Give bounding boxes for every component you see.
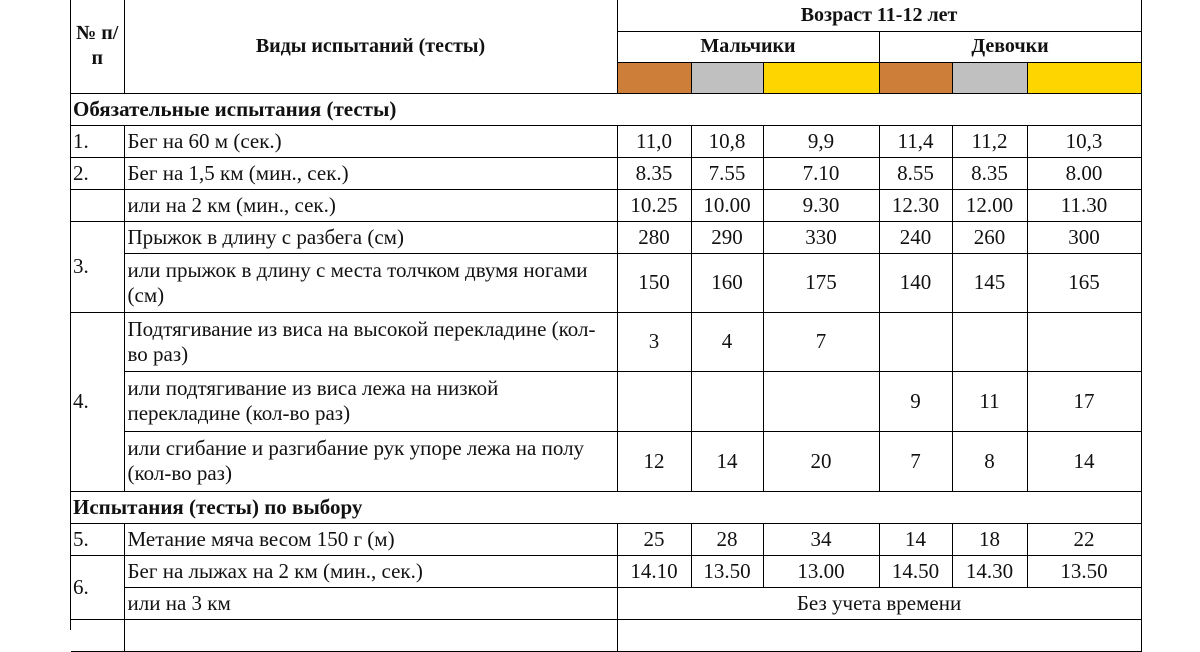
value-boys-bronze: 8.35 bbox=[617, 157, 691, 189]
value-girls-bronze: 9 bbox=[879, 371, 952, 431]
gold-badge-swatch-boys bbox=[763, 62, 879, 93]
value-boys-silver: 160 bbox=[691, 253, 763, 312]
empty-cell bbox=[124, 619, 617, 651]
silver-badge-swatch-girls bbox=[952, 62, 1027, 93]
value-girls-gold: 300 bbox=[1027, 221, 1141, 253]
value-girls-silver: 11 bbox=[952, 371, 1027, 431]
value-girls-gold: 8.00 bbox=[1027, 157, 1141, 189]
value-boys-gold: 9.30 bbox=[763, 189, 879, 221]
value-boys-gold: 20 bbox=[763, 431, 879, 491]
value-girls-gold: 10,3 bbox=[1027, 125, 1141, 157]
value-boys-bronze: 14.10 bbox=[617, 555, 691, 587]
test-name: или прыжок в длину с места толчком двумя ногами (см) bbox=[124, 253, 617, 312]
section-row-optional bbox=[71, 491, 1141, 523]
value-girls-gold bbox=[1027, 312, 1141, 371]
value-girls-bronze: 140 bbox=[879, 253, 952, 312]
value-girls-gold: 14 bbox=[1027, 431, 1141, 491]
value-girls-bronze: 7 bbox=[879, 431, 952, 491]
value-boys-gold: 7 bbox=[763, 312, 879, 371]
value-girls-bronze: 11,4 bbox=[879, 125, 952, 157]
empty-cell bbox=[617, 619, 1141, 651]
value-boys-silver: 10,8 bbox=[691, 125, 763, 157]
row-number: 4. bbox=[71, 312, 124, 491]
section-row-mandatory bbox=[71, 93, 1141, 125]
merged-value-no-time: Без учета времени bbox=[617, 587, 1141, 619]
row-number: 5. bbox=[71, 523, 124, 555]
value-boys-silver: 28 bbox=[691, 523, 763, 555]
row-number: 6. bbox=[71, 555, 124, 619]
value-girls-silver: 8.35 bbox=[952, 157, 1027, 189]
test-name: или сгибание и разгибание рук упоре лежа на полу (кол-во раз) bbox=[124, 431, 617, 491]
row-number: 1. bbox=[71, 125, 124, 157]
value-girls-gold: 17 bbox=[1027, 371, 1141, 431]
test-name: Бег на лыжах на 2 км (мин., сек.) bbox=[124, 555, 617, 587]
empty-cell bbox=[71, 619, 124, 651]
table-row bbox=[71, 125, 1141, 157]
value-girls-bronze: 8.55 bbox=[879, 157, 952, 189]
test-name: или подтягивание из виса лежа на низкой перекладине (кол-во раз) bbox=[124, 371, 617, 431]
test-name: Бег на 60 м (сек.) bbox=[124, 125, 617, 157]
test-name: Метание мяча весом 150 г (м) bbox=[124, 523, 617, 555]
value-boys-bronze: 11,0 bbox=[617, 125, 691, 157]
row-number bbox=[71, 189, 124, 221]
header-boys: Мальчики bbox=[617, 31, 879, 62]
header-tests-column: Виды испытаний (тесты) bbox=[124, 0, 617, 93]
value-boys-gold: 7.10 bbox=[763, 157, 879, 189]
value-boys-silver: 4 bbox=[691, 312, 763, 371]
value-boys-silver: 10.00 bbox=[691, 189, 763, 221]
value-boys-gold: 175 bbox=[763, 253, 879, 312]
bronze-badge-swatch-boys bbox=[617, 62, 691, 93]
row-number: 2. bbox=[71, 157, 124, 189]
value-girls-bronze bbox=[879, 312, 952, 371]
value-boys-bronze: 25 bbox=[617, 523, 691, 555]
table-row bbox=[71, 157, 1141, 189]
header-girls: Девочки bbox=[879, 31, 1141, 62]
table-row bbox=[71, 587, 1141, 619]
test-name: Подтягивание из виса на высокой перекладине (кол-во раз) bbox=[124, 312, 617, 371]
value-girls-silver: 260 bbox=[952, 221, 1027, 253]
table-row bbox=[71, 523, 1141, 555]
test-name: или на 3 км bbox=[124, 587, 617, 619]
table-row bbox=[71, 189, 1141, 221]
header-num-column: № п/п bbox=[71, 0, 124, 93]
value-girls-silver: 12.00 bbox=[952, 189, 1027, 221]
value-girls-gold: 11.30 bbox=[1027, 189, 1141, 221]
value-boys-silver: 7.55 bbox=[691, 157, 763, 189]
value-boys-bronze: 10.25 bbox=[617, 189, 691, 221]
value-girls-silver: 8 bbox=[952, 431, 1027, 491]
test-name: или на 2 км (мин., сек.) bbox=[124, 189, 617, 221]
value-girls-gold: 165 bbox=[1027, 253, 1141, 312]
value-boys-bronze: 150 bbox=[617, 253, 691, 312]
silver-badge-swatch-boys bbox=[691, 62, 763, 93]
section-title-optional: Испытания (тесты) по выбору bbox=[71, 491, 1141, 523]
test-name: Прыжок в длину с разбега (см) bbox=[124, 221, 617, 253]
table-row bbox=[71, 312, 1141, 371]
table-row bbox=[71, 555, 1141, 587]
value-girls-bronze: 240 bbox=[879, 221, 952, 253]
value-boys-gold: 34 bbox=[763, 523, 879, 555]
gold-badge-swatch-girls bbox=[1027, 62, 1141, 93]
header-row-age bbox=[71, 0, 1141, 31]
value-girls-gold: 22 bbox=[1027, 523, 1141, 555]
value-girls-silver: 11,2 bbox=[952, 125, 1027, 157]
row-number: 3. bbox=[71, 221, 124, 312]
section-title-mandatory: Обязательные испытания (тесты) bbox=[71, 93, 1141, 125]
value-girls-bronze: 14.50 bbox=[879, 555, 952, 587]
value-boys-gold: 13.00 bbox=[763, 555, 879, 587]
value-girls-bronze: 14 bbox=[879, 523, 952, 555]
norms-table bbox=[71, 0, 1142, 652]
value-girls-bronze: 12.30 bbox=[879, 189, 952, 221]
value-boys-gold: 330 bbox=[763, 221, 879, 253]
value-girls-gold: 13.50 bbox=[1027, 555, 1141, 587]
header-age-group: Возраст 11-12 лет bbox=[617, 0, 1141, 31]
test-name: Бег на 1,5 км (мин., сек.) bbox=[124, 157, 617, 189]
value-girls-silver: 145 bbox=[952, 253, 1027, 312]
value-boys-bronze: 280 bbox=[617, 221, 691, 253]
bronze-badge-swatch-girls bbox=[879, 62, 952, 93]
value-boys-bronze: 12 bbox=[617, 431, 691, 491]
value-boys-silver: 13.50 bbox=[691, 555, 763, 587]
table-row bbox=[71, 371, 1141, 431]
value-boys-bronze: 3 bbox=[617, 312, 691, 371]
value-boys-gold: 9,9 bbox=[763, 125, 879, 157]
value-boys-gold bbox=[763, 371, 879, 431]
table-row-cut-off bbox=[71, 619, 1141, 651]
value-girls-silver bbox=[952, 312, 1027, 371]
norms-table-sheet bbox=[70, 0, 1141, 630]
value-girls-silver: 14.30 bbox=[952, 555, 1027, 587]
table-row bbox=[71, 431, 1141, 491]
value-boys-silver: 290 bbox=[691, 221, 763, 253]
value-boys-silver bbox=[691, 371, 763, 431]
table-row bbox=[71, 221, 1141, 253]
value-boys-bronze bbox=[617, 371, 691, 431]
table-row bbox=[71, 253, 1141, 312]
value-boys-silver: 14 bbox=[691, 431, 763, 491]
value-girls-silver: 18 bbox=[952, 523, 1027, 555]
